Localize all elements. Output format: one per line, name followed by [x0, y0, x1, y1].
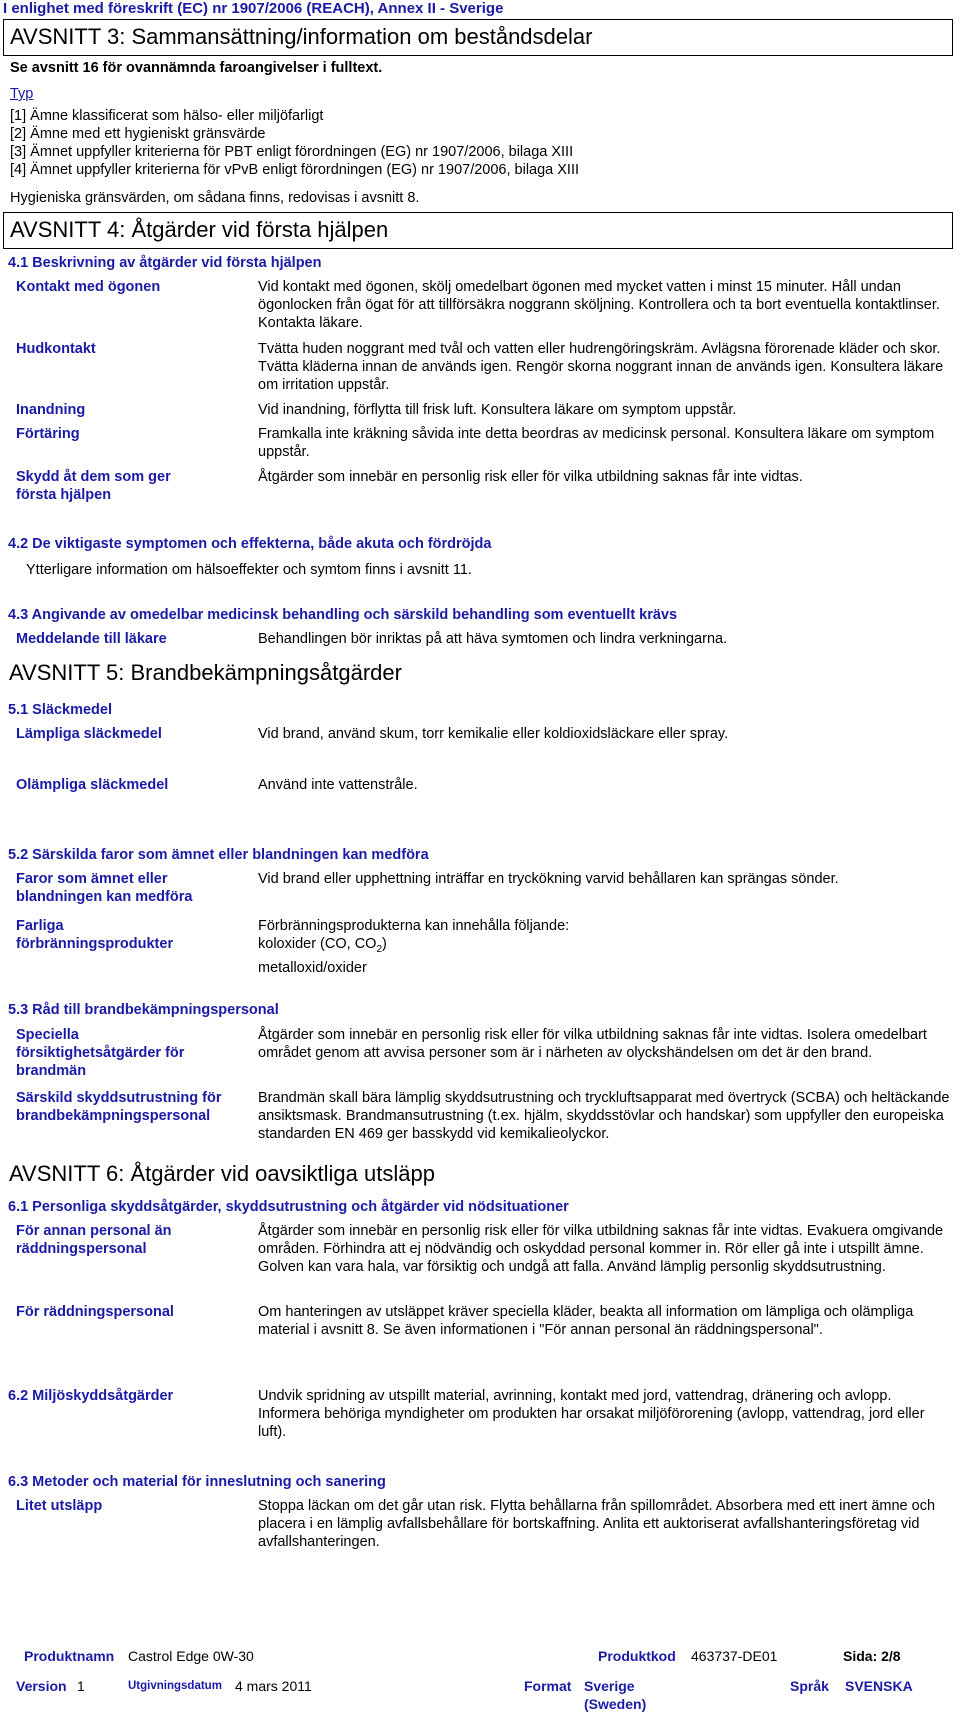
combustion-line-2b: ) — [382, 936, 387, 952]
subsection-4-2-text: Ytterligare information om hälsoeffekter och symtom finns i avsnitt 11. — [26, 562, 472, 578]
section-3-title: AVSNITT 3: Sammansättning/information om beståndsdelar — [3, 19, 953, 56]
footer-code-label: Produktkod — [598, 1648, 676, 1664]
type-heading: Typ — [10, 86, 34, 102]
footer-lang-label: Språk — [790, 1678, 829, 1694]
value-non-emergency-personnel: Åtgärder som innebär en personlig risk eller för vilka utbildning saknas får inte vidtas. Evakuera omgivande områden. Förhindra att ej nödvändig och oskyddad personal kommer in. Rör eller gå inte i utspillt ämne. Golven kan vara hala, var försiktig och undgå att falla. Använd lämplig personlig skyddsutrustning. — [258, 1223, 944, 1275]
label-first-aider-protection: Skydd åt dem som ger första hjälpen — [16, 469, 171, 503]
footer-date-value: 4 mars 2011 — [235, 1678, 312, 1694]
label-ingestion: Förtäring — [16, 426, 80, 442]
combustion-line-2a: koloxider (CO, CO — [258, 936, 377, 952]
label-specific-hazards: Faror som ämnet eller blandningen kan medföra — [16, 871, 193, 905]
value-note-to-physician: Behandlingen bör inriktas på att häva symtomen och lindra verkningarna. — [258, 631, 728, 647]
footer-version-value: 1 — [77, 1678, 85, 1694]
footer-product-label: Produktnamn — [24, 1648, 115, 1664]
subsection-4-1: 4.1 Beskrivning av åtgärder vid första hjälpen — [8, 255, 322, 271]
subsection-4-2: 4.2 De viktigaste symptomen och effekterna, både akuta och fördröjda — [8, 536, 492, 552]
label-emergency-responders: För räddningspersonal — [16, 1304, 174, 1320]
footer-date-label: Utgivningsdatum — [128, 1680, 222, 1692]
subsection-5-3: 5.3 Råd till brandbekämpningspersonal — [8, 1002, 279, 1018]
footer-lang-value: SVENSKA — [845, 1678, 913, 1694]
footer-version-label: Version — [16, 1678, 67, 1694]
hygiene-note: Hygieniska gränsvärden, om sådana finns, redovisas i avsnitt 8. — [10, 190, 420, 206]
value-environmental: Undvik spridning av utspillt material, avrinning, kontakt med jord, vattendrag, dränering och avlopp. Informera behöriga myndigheter om produkten har orsakat miljöförorening (avlopp, vattendrag, jord eller luft). — [258, 1388, 925, 1440]
value-combustion-products — [258, 917, 953, 977]
footer-format-label: Format — [524, 1678, 572, 1694]
document-header: I enlighet med föreskrift (EC) nr 1907/2006 (REACH), Annex II - Sverige — [3, 0, 504, 17]
value-skin-contact: Tvätta huden noggrant med tvål och vatten eller hudrengöringskräm. Avlägsna förorenade kläder och skor. Tvätta kläderna innan de används igen. Rengör skorna noggrant innan de används igen. Konsultera läkare om irritation uppstår. — [258, 341, 944, 393]
label-special-precautions: Speciella försiktighetsåtgärder för brandmän — [16, 1027, 185, 1079]
value-suitable-media: Vid brand, använd skum, torr kemikalie eller koldioxidsläckare eller spray. — [258, 726, 729, 742]
see-section-16: Se avsnitt 16 för ovannämnda faroangivelser i fulltext. — [10, 60, 383, 76]
label-protective-equipment: Särskild skyddsutrustning för brandbekämpningspersonal — [16, 1090, 222, 1124]
label-small-spill: Litet utsläpp — [16, 1498, 103, 1514]
label-note-to-physician: Meddelande till läkare — [16, 631, 167, 647]
subsection-4-3: 4.3 Angivande av omedelbar medicinsk behandling och särskild behandling som eventuellt krävs — [8, 607, 678, 623]
type-1: [1] Ämne klassificerat som hälso- eller miljöfarligt — [10, 108, 324, 124]
value-first-aider-protection: Åtgärder som innebär en personlig risk eller för vilka utbildning saknas får inte vidtas. — [258, 469, 803, 485]
value-ingestion: Framkalla inte kräkning såvida inte detta beordras av medicinsk personal. Konsultera läkare om symptom uppstår. — [258, 426, 935, 460]
label-combustion-products: Farliga förbränningsprodukter — [16, 918, 174, 952]
value-inhalation: Vid inandning, förflytta till frisk luft. Konsultera läkare om symptom uppstår. — [258, 402, 737, 418]
type-2: [2] Ämne med ett hygieniskt gränsvärde — [10, 126, 266, 142]
label-non-emergency-personnel: För annan personal än räddningspersonal — [16, 1223, 172, 1257]
label-skin-contact: Hudkontakt — [16, 341, 96, 357]
footer-code-value: 463737-DE01 — [691, 1648, 778, 1664]
combustion-line-2 — [258, 935, 953, 959]
subsection-6-2: 6.2 Miljöskyddsåtgärder — [8, 1388, 174, 1404]
value-protective-equipment: Brandmän skall bära lämplig skyddsutrustning och tryckluftsapparat med övertryck (SCBA) och heltäckande ansiktsmask. Brandmansutrustning (t.ex. hjälm, skyddsstövlar och handskar) som uppfyller den europeiska standarden EN 469 ger basskydd vid kemikalieolyckor. — [258, 1090, 950, 1142]
label-eye-contact: Kontakt med ögonen — [16, 279, 161, 295]
value-small-spill: Stoppa läckan om det går utan risk. Flytta behållarna från spillområdet. Absorbera med ett inert ämne och placera i en lämplig avfallsbehållare för bortskaffning. Anlita ett auktoriserat avfallshanteringsföretag vid avfallshanteringen. — [258, 1498, 936, 1550]
value-emergency-responders: Om hanteringen av utsläppet kräver speciella kläder, beakta all information om lämpliga och olämpliga material i avsnitt 8. Se även informationen i "För annan personal än räddningspersonal". — [258, 1304, 914, 1338]
subsection-6-3: 6.3 Metoder och material för inneslutning och sanering — [8, 1474, 386, 1490]
value-special-precautions: Åtgärder som innebär en personlig risk eller för vilka utbildning saknas får inte vidtas. Isolera omedelbart området genom att avvisa personer som är i närheten av olyckshändelsen om det är den brand. — [258, 1027, 927, 1061]
subsection-5-1: 5.1 Släckmedel — [8, 702, 112, 718]
value-unsuitable-media: Använd inte vattenstråle. — [258, 777, 418, 793]
subsection-6-1: 6.1 Personliga skyddsåtgärder, skyddsutrustning och åtgärder vid nödsituationer — [8, 1199, 569, 1215]
footer-format-value: Sverige (Sweden) — [584, 1678, 647, 1712]
section-5-title: AVSNITT 5: Brandbekämpningsåtgärder — [9, 660, 402, 685]
subsection-5-2: 5.2 Särskilda faror som ämnet eller blandningen kan medföra — [8, 847, 429, 863]
type-3: [3] Ämnet uppfyller kriterierna för PBT enligt förordningen (EG) nr 1907/2006, bilaga XIII — [10, 144, 574, 160]
footer-page: Sida: 2/8 — [843, 1648, 901, 1664]
label-suitable-media: Lämpliga släckmedel — [16, 726, 162, 742]
combustion-line-3: metalloxid/oxider — [258, 959, 367, 976]
footer-product-value: Castrol Edge 0W-30 — [128, 1648, 254, 1664]
label-unsuitable-media: Olämpliga släckmedel — [16, 777, 169, 793]
combustion-subscript: 2 — [376, 943, 383, 955]
value-eye-contact: Vid kontakt med ögonen, skölj omedelbart ögonen med mycket vatten i minst 15 minuter. Håll undan ögonlocken från ögat för att tillförsäkra noggrann sköljning. Kontrollera och ta bort eventuella kontaktlinser. Kontakta läkare. — [258, 279, 940, 331]
combustion-line-1: Förbränningsprodukterna kan innehålla följande: — [258, 918, 570, 934]
type-4: [4] Ämnet uppfyller kriterierna för vPvB enligt förordningen (EG) nr 1907/2006, bilaga XIII — [10, 162, 580, 178]
section-6-title: AVSNITT 6: Åtgärder vid oavsiktliga utsläpp — [9, 1161, 435, 1186]
value-specific-hazards: Vid brand eller upphettning inträffar en tryckökning varvid behållaren kan sprängas sönder. — [258, 871, 839, 887]
label-inhalation: Inandning — [16, 402, 86, 418]
section-4-title: AVSNITT 4: Åtgärder vid första hjälpen — [3, 212, 953, 249]
